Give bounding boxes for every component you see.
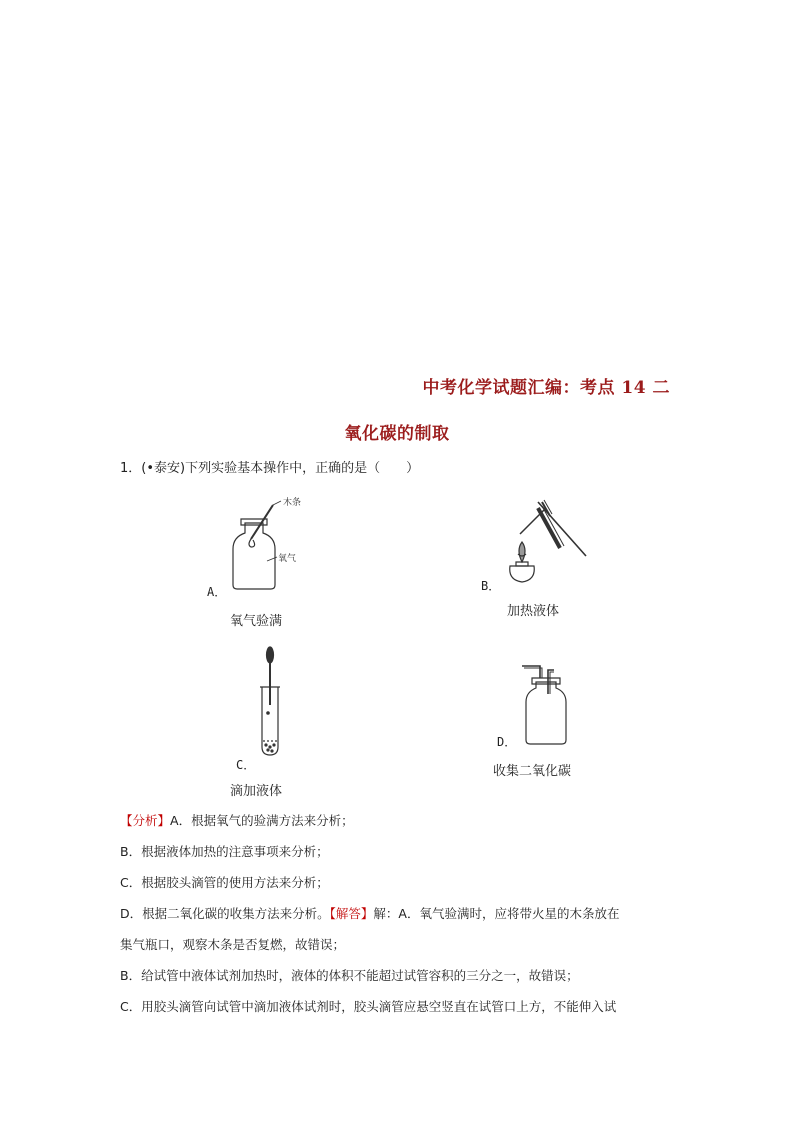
option-c-caption: 滴加液体 — [230, 784, 283, 799]
analysis-line-6: B．给试管中液体试剂加热时，液体的体积不能超过试管容积的三分之一，故错误； — [120, 968, 579, 983]
figure-b-heating-liquid — [498, 496, 590, 586]
page-title-line-2: 氧化碳的制取 — [344, 424, 450, 444]
figure-c-dropper — [250, 643, 290, 758]
option-d-caption: 收集二氧化碳 — [493, 764, 572, 779]
page-title-line-1: 中考化学试题汇编：考点 14 二 — [422, 378, 670, 398]
analysis-line-4-post: 解：A．氧气验满时，应将带火星的木条放在 — [373, 906, 620, 921]
analysis-line-5: 集气瓶口，观察木条是否复燃，故错误； — [120, 937, 346, 952]
figure-a-gas-label: 氧气 — [278, 554, 297, 564]
figure-a-stick-label: 木条 — [283, 498, 302, 508]
option-a-caption: 氧气验满 — [230, 614, 283, 629]
analysis-line-4 — [120, 904, 619, 922]
analysis-line-1 — [120, 811, 354, 829]
analysis-line-3: C．根据胶头滴管的使用方法来分析； — [120, 875, 329, 890]
option-b-caption: 加热液体 — [507, 604, 560, 619]
option-b-letter: B． — [481, 579, 501, 593]
question-text: 1．(•泰安)下列实验基本操作中，正确的是（ ） — [120, 461, 420, 476]
figure-d-collecting-co2 — [518, 660, 578, 746]
option-d-letter: D． — [497, 735, 517, 749]
figure-a-oxygen-test — [215, 495, 325, 595]
analysis-line-2: B．根据液体加热的注意事项来分析； — [120, 844, 329, 859]
answer-tag: 【解答】 — [329, 906, 374, 921]
analysis-line-1-text: A．根据氧气的验满方法来分析； — [170, 813, 354, 828]
analysis-tag: 【分析】 — [120, 813, 171, 828]
analysis-line-4-pre: D．根据二氧化碳的收集方法来分析。 — [120, 906, 330, 921]
analysis-line-7: C．用胶头滴管向试管中滴加液体试剂时，胶头滴管应悬空竖直在试管口上方，不能伸入试 — [120, 999, 617, 1014]
option-a-letter: A． — [207, 585, 227, 599]
option-c-letter: C． — [236, 758, 256, 772]
